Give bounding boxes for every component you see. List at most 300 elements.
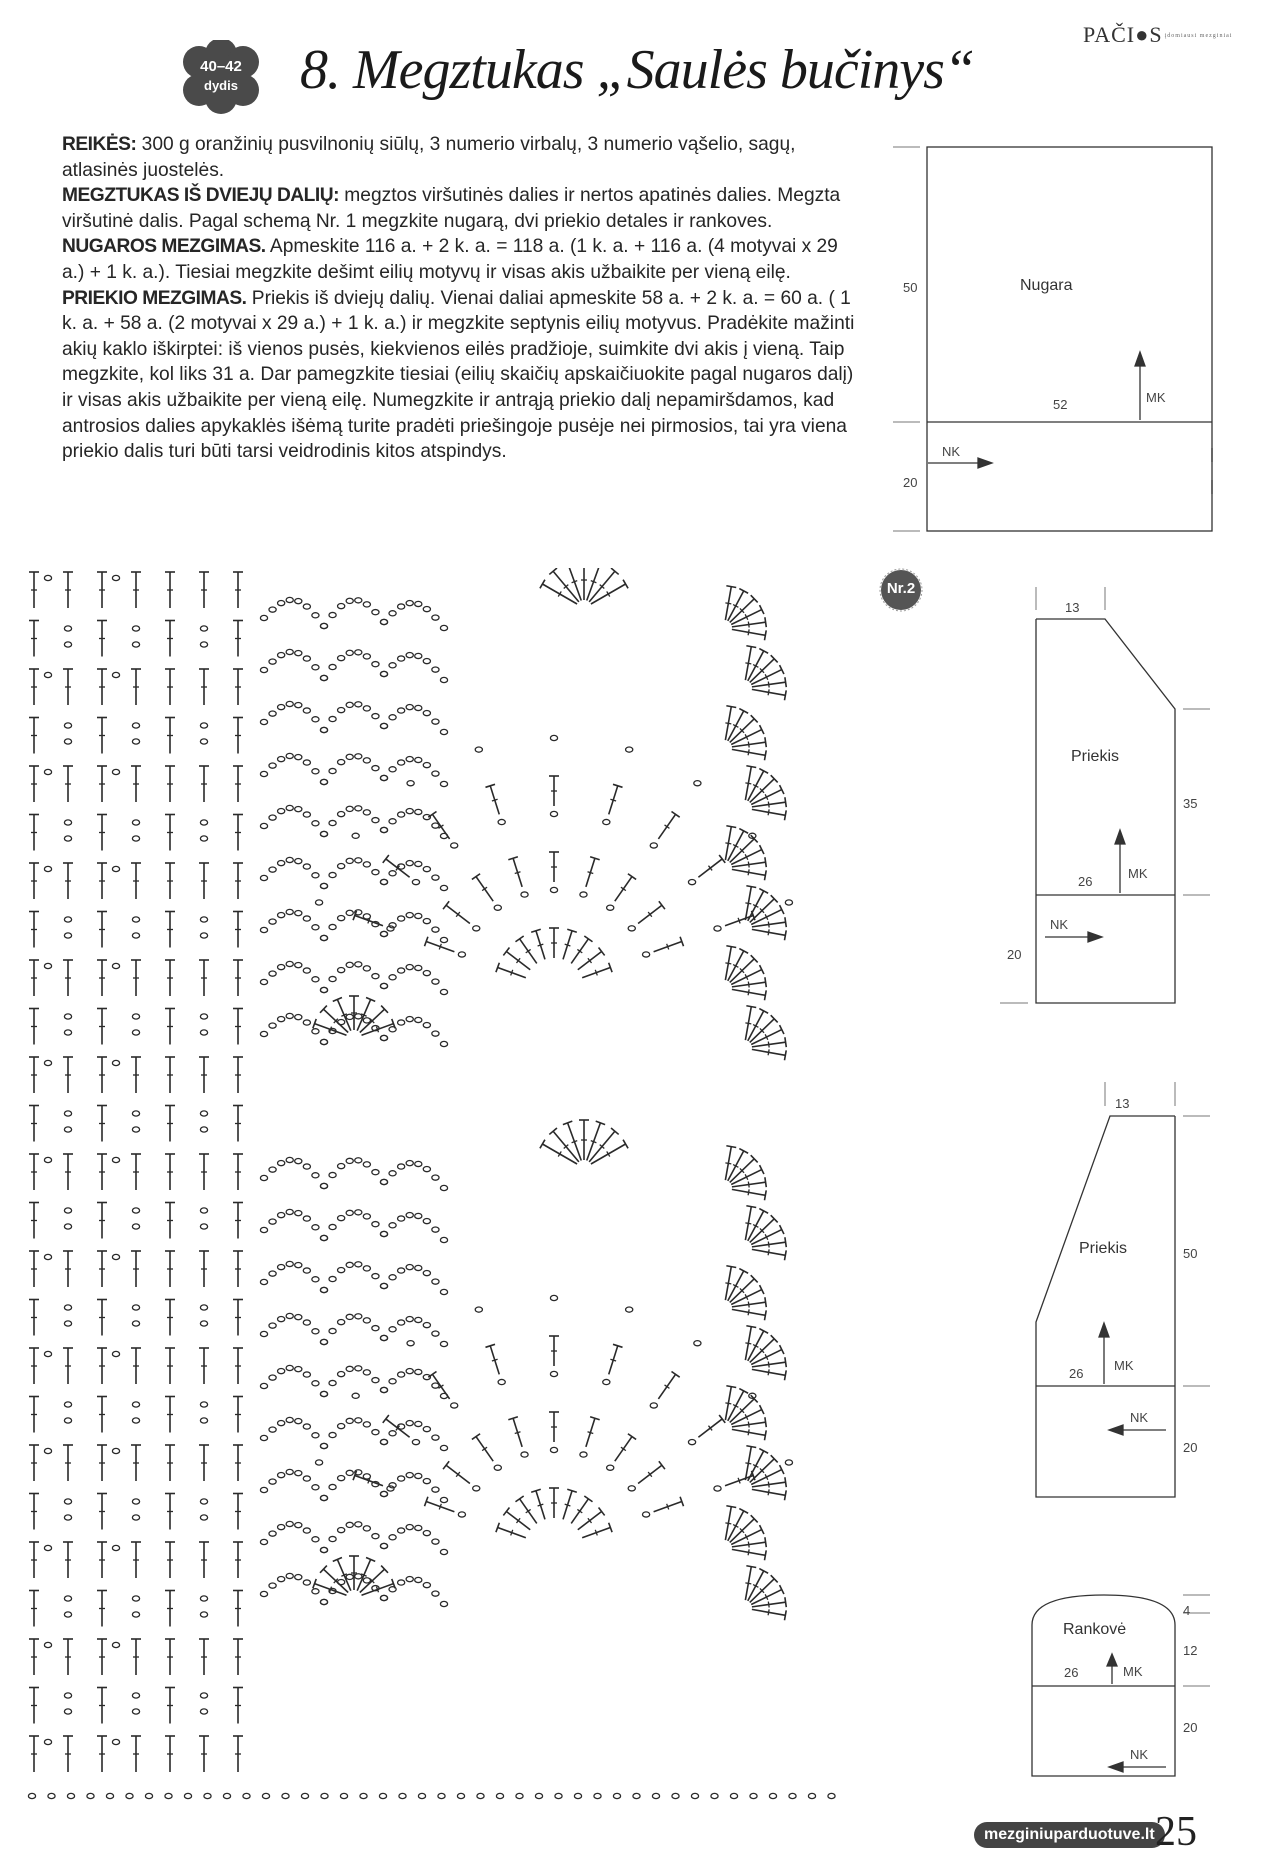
double-crochet-icon	[29, 1154, 39, 1190]
chain-stitch-icon	[406, 653, 413, 658]
chain-stitch-icon	[295, 859, 302, 864]
chain-stitch-icon	[44, 1739, 51, 1744]
double-crochet-icon	[654, 1497, 684, 1512]
chain-stitch-icon	[126, 1793, 133, 1798]
chart-number: Nr.2	[886, 580, 916, 597]
chain-stitch-icon	[286, 1417, 293, 1422]
chain-stitch-icon	[338, 967, 345, 972]
double-crochet-icon	[131, 863, 141, 899]
double-crochet-icon	[233, 1397, 243, 1433]
double-crochet-icon	[579, 568, 589, 600]
double-crochet-icon	[731, 1405, 764, 1424]
double-crochet-icon	[97, 766, 107, 802]
chain-stitch-icon	[165, 1793, 172, 1798]
double-crochet-icon	[233, 1251, 243, 1287]
chain-stitch-icon	[200, 820, 207, 825]
chain-stitch-icon	[303, 812, 310, 817]
chain-stitch-icon	[346, 1366, 353, 1371]
double-crochet-icon	[131, 669, 141, 705]
chain-stitch-icon	[64, 1515, 71, 1520]
double-crochet-icon	[233, 1009, 243, 1045]
chain-stitch-icon	[286, 649, 293, 654]
chain-stitch-icon	[694, 781, 701, 786]
chain-stitch-icon	[132, 1224, 139, 1229]
double-crochet-icon	[199, 1445, 209, 1481]
chain-stitch-icon	[44, 1254, 51, 1259]
double-crochet-icon	[732, 1549, 766, 1560]
chain-stitch-icon	[363, 862, 370, 867]
double-crochet-icon	[165, 1397, 175, 1433]
chain-stitch-icon	[380, 671, 387, 676]
double-crochet-icon	[496, 1523, 526, 1538]
paragraph-text: Apmeskite 116 a. + 2 k. a. = 118 a. (1 k. a. + 116 a. (4 motyvai x 29 a.) + 1 k. a.). Tiesiai megzkite dešimt eilių motyvų ir visas akis užbaikite per vieną eilę.	[62, 236, 838, 283]
chain-stitch-icon	[200, 933, 207, 938]
chain-stitch-icon	[440, 1549, 447, 1554]
chain-stitch-icon	[320, 1039, 327, 1044]
chain-stitch-icon	[295, 1015, 302, 1020]
double-crochet-icon	[582, 963, 612, 978]
double-crochet-icon	[97, 572, 107, 608]
chain-stitch-icon	[363, 1526, 370, 1531]
chain-stitch-icon	[398, 656, 405, 661]
chain-stitch-icon	[312, 873, 319, 878]
chain-stitch-icon	[295, 911, 302, 916]
double-crochet-icon	[563, 929, 577, 959]
chain-stitch-icon	[346, 1014, 353, 1019]
double-crochet-icon	[472, 1434, 493, 1461]
double-crochet-icon	[732, 1309, 766, 1320]
chain-stitch-icon	[355, 598, 362, 603]
chain-stitch-icon	[415, 1213, 422, 1218]
double-crochet-icon	[165, 1300, 175, 1336]
chain-stitch-icon	[260, 1435, 267, 1440]
chain-stitch-icon	[200, 739, 207, 744]
chain-stitch-icon	[320, 883, 327, 888]
chain-stitch-icon	[406, 1473, 413, 1478]
chain-stitch-icon	[477, 1793, 484, 1798]
chain-stitch-icon	[303, 1424, 310, 1429]
chain-stitch-icon	[320, 1495, 327, 1500]
chain-stitch-icon	[415, 1369, 422, 1374]
double-crochet-icon	[349, 1556, 359, 1590]
double-crochet-icon	[165, 1348, 175, 1384]
paragraph-text: Priekis iš dviejų dalių. Vienai daliai apmeskite 58 a. + 2 k. a. = 60 a. ( 1 k. a. + 58 a. (2 motyvai x 29 a.) + 1 k. a.) ir megzkite septynis eilių motyvus. Pradėkite mažinti akių kaklo iškirptei: iš vienos pusės, kiekvienos eilės pradžioje, suimkite dvi akis į vieną. Taip megzkite, kol liks 31 a. Dar pamegzkite tiesiai (eilių skaičių apskaičiuokite pagal nugaros dalį) ir visas akis užbaikite per vieną eilę. Numegzkite ir antrąją priekio dalį nepamiršdamos, kad antrosios dalies apykaklės išėmą turite pradėti priešingoje pusėje nei pirmosios, tai yra viena priekio dalis turi būti tarsi veidrodinis kitos atspindys.	[62, 287, 855, 463]
chain-stitch-icon	[44, 1060, 51, 1065]
chain-stitch-icon	[269, 919, 276, 924]
chain-stitch-icon	[200, 1208, 207, 1213]
chain-stitch-icon	[451, 1403, 458, 1408]
chain-stitch-icon	[312, 1485, 319, 1490]
chain-stitch-icon	[415, 1421, 422, 1426]
chain-stitch-icon	[278, 1264, 285, 1269]
chain-stitch-icon	[415, 1017, 422, 1022]
double-crochet-icon	[751, 665, 784, 684]
chain-stitch-icon	[269, 1219, 276, 1224]
double-crochet-icon	[199, 1057, 209, 1093]
chain-stitch-icon	[64, 1596, 71, 1601]
chain-stitch-icon	[286, 597, 293, 602]
chain-stitch-icon	[440, 989, 447, 994]
chain-stitch-icon	[64, 820, 71, 825]
chain-stitch-icon	[346, 1470, 353, 1475]
chain-stitch-icon	[380, 619, 387, 624]
chain-stitch-icon	[355, 1574, 362, 1579]
chain-stitch-icon	[406, 601, 413, 606]
double-crochet-icon	[503, 948, 530, 970]
chain-stitch-icon	[407, 781, 414, 786]
chain-stitch-icon	[200, 1418, 207, 1423]
chain-stitch-icon	[320, 1443, 327, 1448]
chain-stitch-icon	[303, 864, 310, 869]
mk-label: MK	[1114, 1358, 1134, 1373]
chain-stitch-icon	[440, 677, 447, 682]
chain-stitch-icon	[415, 705, 422, 710]
double-crochet-icon	[751, 1465, 784, 1484]
double-crochet-icon	[698, 855, 725, 877]
chain-stitch-icon	[329, 768, 336, 773]
chain-stitch-icon	[406, 1161, 413, 1166]
chain-stitch-icon	[423, 1218, 430, 1223]
chain-stitch-icon	[372, 818, 379, 823]
chain-stitch-icon	[106, 1793, 113, 1798]
chain-stitch-icon	[64, 723, 71, 728]
dim-height-bottom: 20	[1183, 1720, 1198, 1735]
footer-url: mezginiuparduotuve.lt	[974, 1822, 1165, 1848]
chain-stitch-icon	[286, 1521, 293, 1526]
chain-stitch-icon	[295, 1367, 302, 1372]
chain-stitch-icon	[200, 1305, 207, 1310]
chain-stitch-icon	[320, 1599, 327, 1604]
double-crochet-icon	[29, 1203, 39, 1239]
chain-stitch-icon	[44, 1545, 51, 1550]
chain-stitch-icon	[423, 1426, 430, 1431]
chain-stitch-icon	[303, 760, 310, 765]
chain-stitch-icon	[44, 866, 51, 871]
double-crochet-icon	[131, 766, 141, 802]
double-crochet-icon	[165, 863, 175, 899]
chain-stitch-icon	[278, 912, 285, 917]
chain-stitch-icon	[132, 739, 139, 744]
chain-stitch-icon	[301, 1793, 308, 1798]
double-crochet-icon	[131, 960, 141, 996]
double-crochet-icon	[165, 718, 175, 754]
double-crochet-icon	[233, 718, 243, 754]
chain-stitch-icon	[112, 1545, 119, 1550]
chain-stitch-icon	[415, 601, 422, 606]
chain-stitch-icon	[282, 1793, 289, 1798]
chain-stitch-icon	[312, 1537, 319, 1542]
double-crochet-icon	[549, 1336, 559, 1366]
chain-stitch-icon	[607, 905, 614, 910]
double-crochet-icon	[751, 1025, 784, 1044]
double-crochet-icon	[233, 1154, 243, 1190]
chain-stitch-icon	[423, 1322, 430, 1327]
chain-stitch-icon	[380, 1179, 387, 1184]
chain-stitch-icon	[338, 1423, 345, 1428]
chain-stitch-icon	[200, 1224, 207, 1229]
double-crochet-icon	[578, 948, 605, 970]
chain-stitch-icon	[44, 769, 51, 774]
chain-stitch-icon	[406, 809, 413, 814]
chain-stitch-icon	[550, 1371, 557, 1376]
double-crochet-icon	[165, 1203, 175, 1239]
chain-stitch-icon	[363, 758, 370, 763]
chain-stitch-icon	[346, 858, 353, 863]
dim-height-top: 50	[903, 280, 918, 295]
double-crochet-icon	[29, 1057, 39, 1093]
chain-stitch-icon	[380, 775, 387, 780]
chain-stitch-icon	[550, 1295, 557, 1300]
chain-stitch-icon	[440, 1601, 447, 1606]
double-crochet-icon	[63, 1639, 73, 1675]
chain-stitch-icon	[494, 1465, 501, 1470]
chain-stitch-icon	[278, 1524, 285, 1529]
double-crochet-icon	[731, 605, 764, 624]
chain-stitch-icon	[398, 1320, 405, 1325]
chain-stitch-icon	[64, 642, 71, 647]
chain-stitch-icon	[711, 1793, 718, 1798]
chain-stitch-icon	[406, 1525, 413, 1530]
double-crochet-icon	[615, 874, 636, 901]
double-crochet-icon	[752, 689, 786, 700]
chain-stitch-icon	[132, 1499, 139, 1504]
chain-stitch-icon	[278, 704, 285, 709]
chain-stitch-icon	[278, 1160, 285, 1165]
chain-stitch-icon	[286, 1469, 293, 1474]
chain-stitch-icon	[278, 964, 285, 969]
double-crochet-icon	[165, 766, 175, 802]
chain-stitch-icon	[785, 900, 792, 905]
double-crochet-icon	[29, 1736, 39, 1772]
double-crochet-icon	[424, 937, 454, 952]
chain-stitch-icon	[438, 1793, 445, 1798]
double-crochet-icon	[29, 1542, 39, 1578]
chain-stitch-icon	[303, 1372, 310, 1377]
chain-stitch-icon	[380, 1387, 387, 1392]
chain-stitch-icon	[312, 1381, 319, 1386]
double-crochet-icon	[199, 1348, 209, 1384]
chain-stitch-icon	[278, 756, 285, 761]
dim-top: 13	[1065, 600, 1080, 615]
chain-stitch-icon	[112, 575, 119, 580]
chain-stitch-icon	[278, 1016, 285, 1021]
chain-stitch-icon	[372, 974, 379, 979]
chain-stitch-icon	[295, 1211, 302, 1216]
chain-stitch-icon	[423, 1166, 430, 1171]
chain-stitch-icon	[260, 1487, 267, 1492]
double-crochet-icon	[443, 901, 470, 923]
chain-stitch-icon	[278, 1420, 285, 1425]
chain-stitch-icon	[498, 819, 505, 824]
double-crochet-icon	[563, 568, 581, 600]
double-crochet-icon	[752, 809, 786, 820]
double-crochet-icon	[29, 1251, 39, 1287]
double-crochet-icon	[233, 1542, 243, 1578]
chain-stitch-icon	[204, 1793, 211, 1798]
chain-stitch-icon	[64, 1321, 71, 1326]
chain-stitch-icon	[372, 870, 379, 875]
chain-stitch-icon	[613, 1793, 620, 1798]
chain-stitch-icon	[132, 1321, 139, 1326]
chain-stitch-icon	[398, 1216, 405, 1221]
chain-stitch-icon	[380, 1439, 387, 1444]
double-crochet-icon	[97, 912, 107, 948]
double-crochet-icon	[508, 1417, 522, 1447]
chain-stitch-icon	[132, 1305, 139, 1310]
double-crochet-icon	[609, 784, 623, 814]
chain-stitch-icon	[432, 1539, 439, 1544]
double-crochet-icon	[29, 1494, 39, 1530]
double-crochet-icon	[165, 960, 175, 996]
chain-stitch-icon	[132, 1693, 139, 1698]
chain-stitch-icon	[363, 1422, 370, 1427]
chain-stitch-icon	[269, 711, 276, 716]
double-crochet-icon	[233, 863, 243, 899]
chain-stitch-icon	[423, 1022, 430, 1027]
chain-stitch-icon	[355, 806, 362, 811]
chain-stitch-icon	[406, 965, 413, 970]
chain-stitch-icon	[269, 1375, 276, 1380]
chain-stitch-icon	[363, 1578, 370, 1583]
chain-stitch-icon	[260, 1383, 267, 1388]
chain-stitch-icon	[132, 933, 139, 938]
double-crochet-icon	[131, 1348, 141, 1384]
chain-stitch-icon	[320, 1183, 327, 1188]
chain-stitch-icon	[132, 1208, 139, 1213]
chain-stitch-icon	[64, 1014, 71, 1019]
chain-stitch-icon	[714, 926, 721, 931]
double-crochet-icon	[591, 1140, 628, 1164]
double-crochet-icon	[199, 1251, 209, 1287]
chain-stitch-icon	[269, 1023, 276, 1028]
chain-stitch-icon	[303, 968, 310, 973]
chain-stitch-icon	[372, 1378, 379, 1383]
chain-stitch-icon	[329, 820, 336, 825]
chain-stitch-icon	[200, 1515, 207, 1520]
chain-stitch-icon	[355, 1014, 362, 1019]
chain-stitch-icon	[260, 1331, 267, 1336]
double-crochet-icon	[549, 1412, 559, 1442]
chain-stitch-icon	[132, 836, 139, 841]
double-crochet-icon	[29, 1348, 39, 1384]
double-crochet-icon	[752, 1489, 786, 1500]
chain-stitch-icon	[363, 602, 370, 607]
chain-stitch-icon	[260, 1227, 267, 1232]
chain-stitch-icon	[363, 1266, 370, 1271]
chain-stitch-icon	[432, 1591, 439, 1596]
dim-width: 26	[1069, 1366, 1084, 1381]
chain-stitch-icon	[346, 1314, 353, 1319]
chain-stitch-icon	[64, 1224, 71, 1229]
double-crochet-icon	[233, 1106, 243, 1142]
chain-stitch-icon	[346, 806, 353, 811]
chain-stitch-icon	[423, 970, 430, 975]
chain-stitch-icon	[380, 879, 387, 884]
chain-stitch-icon	[389, 975, 396, 980]
double-crochet-icon	[732, 869, 766, 880]
double-crochet-icon	[638, 1461, 665, 1483]
chain-stitch-icon	[269, 1271, 276, 1276]
double-crochet-icon	[233, 621, 243, 657]
chain-stitch-icon	[132, 1709, 139, 1714]
chain-stitch-icon	[303, 708, 310, 713]
chain-stitch-icon	[303, 1164, 310, 1169]
chain-stitch-icon	[278, 600, 285, 605]
chain-stitch-icon	[633, 1793, 640, 1798]
chain-stitch-icon	[260, 1031, 267, 1036]
double-crochet-icon	[582, 1523, 612, 1538]
mk-label: MK	[1123, 1664, 1143, 1679]
double-crochet-icon	[29, 718, 39, 754]
chain-stitch-icon	[457, 1793, 464, 1798]
chain-stitch-icon	[346, 1574, 353, 1579]
chain-stitch-icon	[691, 1793, 698, 1798]
chain-stitch-icon	[642, 952, 649, 957]
chain-stitch-icon	[789, 1793, 796, 1798]
double-crochet-icon	[63, 1445, 73, 1481]
chain-stitch-icon	[269, 763, 276, 768]
chain-stitch-icon	[286, 961, 293, 966]
chain-stitch-icon	[64, 836, 71, 841]
chain-stitch-icon	[363, 1318, 370, 1323]
double-crochet-icon	[591, 580, 628, 604]
dim-height-top: 35	[1183, 796, 1198, 811]
chain-stitch-icon	[44, 672, 51, 677]
chain-stitch-icon	[278, 652, 285, 657]
paragraph-back	[62, 234, 864, 285]
chain-stitch-icon	[303, 916, 310, 921]
chain-stitch-icon	[320, 779, 327, 784]
chain-stitch-icon	[312, 665, 319, 670]
chain-stitch-icon	[112, 963, 119, 968]
chain-stitch-icon	[372, 1222, 379, 1227]
chain-stitch-icon	[312, 1277, 319, 1282]
double-crochet-icon	[131, 1639, 141, 1675]
chain-stitch-icon	[278, 1316, 285, 1321]
chain-stitch-icon	[372, 662, 379, 667]
double-crochet-icon	[29, 621, 39, 657]
chain-stitch-icon	[432, 1279, 439, 1284]
chain-stitch-icon	[286, 701, 293, 706]
chain-stitch-icon	[412, 1439, 419, 1444]
chain-stitch-icon	[574, 1793, 581, 1798]
chain-stitch-icon	[603, 1379, 610, 1384]
chain-stitch-icon	[145, 1793, 152, 1798]
double-crochet-icon	[97, 1494, 107, 1530]
double-crochet-icon	[199, 669, 209, 705]
double-crochet-icon	[131, 1251, 141, 1287]
double-crochet-icon	[549, 852, 559, 882]
double-crochet-icon	[199, 1154, 209, 1190]
double-crochet-icon	[199, 960, 209, 996]
chain-stitch-icon	[286, 805, 293, 810]
chain-stitch-icon	[303, 1528, 310, 1533]
double-crochet-icon	[97, 1639, 107, 1675]
chain-stitch-icon	[389, 819, 396, 824]
chain-stitch-icon	[315, 1460, 322, 1465]
chain-stitch-icon	[451, 843, 458, 848]
double-crochet-icon	[29, 1106, 39, 1142]
double-crochet-icon	[731, 1165, 764, 1184]
double-crochet-icon	[732, 1189, 766, 1200]
dim-height-top: 50	[1183, 1246, 1198, 1261]
chain-stitch-icon	[112, 769, 119, 774]
chain-stitch-icon	[440, 885, 447, 890]
chain-stitch-icon	[407, 1341, 414, 1346]
paragraph-two-parts	[62, 183, 864, 234]
chain-stitch-icon	[329, 976, 336, 981]
double-crochet-icon	[579, 1120, 589, 1160]
